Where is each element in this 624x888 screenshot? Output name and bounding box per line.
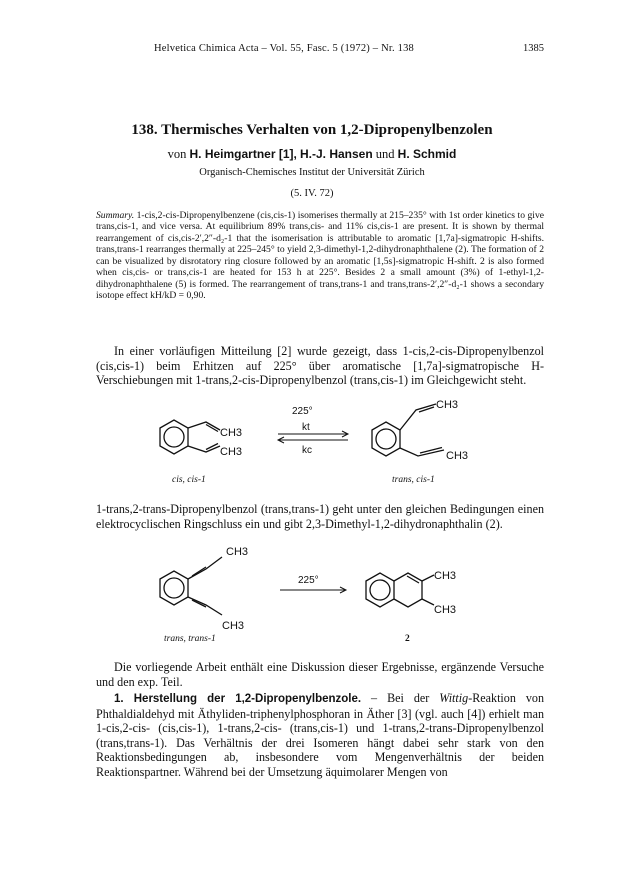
summary-text: 1-cis,2-cis-Dipropenylbenzene (cis,cis-1) isomerises thermally at 215–235° with 1st order kinetics to give trans,cis-1, and vice versa. At equilibrium 89% trans,cis- and 11% cis,cis-1 are present. It is shown by thermal rearrangement of cis,cis-2′,2″-d₂-1 that the isomerisation is attributable to aromatic [1,7a]-sigmatropic H-shifts. trans,trans-1 rearranges thermally at 225–245° to yield 2,3-dimethyl-1,2-dihydronaphthalene (2). The formation of 2 can be visualized by disrotatory ring closure followed by an aromatic [1,5s]-sigmatropic H-shift. 2 is also formed when cis,cis- or trans,cis-1 are heated for 153 h at 225°. Besides 2 a small amount (3%) of 1-ethyl-1,2-dihydronaphthalene (5) is formed. The rearrangement of trans,trans-1 and trans,trans-2′,2″-d₂-1 shows a secondary isotope effect kH/kD = 0,90. [96, 210, 545, 302]
benzene-ring-left [160, 420, 188, 454]
article-title: 138. Thermisches Verhalten von 1,2-Dipropenylbenzolen [131, 122, 493, 138]
propenyl-chains-trans-trans [188, 557, 222, 615]
paragraph-4-text: -Reaktion von Phthaldialdehyd mit Äthyliden-triphenylphosphoran in Äther [3] (vgl. auch [4]) erhielt man 1-cis,2-cis- (cis,cis-1), 1-trans,2-cis- (trans,cis-1) und 1-trans,2-trans-Dipropenylbenzol (trans,trans-1). Das Verhältnis der drei Isomeren hängt dabei sehr stark von den Reaktionsbedingungen ab, insbesondere vom Mengenverhältnis der beiden Reaktionspartner. Während bei der Umsetzung äquimolarer Mengen von [96, 691, 544, 779]
caption-trans-cis: trans, cis-1 [392, 475, 435, 485]
paragraph-4 [96, 691, 544, 780]
benzene-ring-left [160, 571, 188, 605]
caption-trans-trans: trans, trans-1 [164, 634, 216, 644]
ch3-label: CH3 [434, 570, 457, 582]
propenyl-chains-right [400, 404, 444, 456]
ch3-label: CH3 [434, 604, 457, 616]
dihydronaphthalene [366, 573, 434, 607]
reaction-scheme-2 [140, 545, 500, 650]
equilibrium-arrows [278, 431, 348, 443]
institute: Organisch-Chemisches Institut der Universität Zürich [199, 167, 425, 178]
paragraph-1: In einer vorläufigen Mitteilung [2] wurde gezeigt, dass 1-cis,2-cis-Dipropenylbenzol (cis,cis-1) beim Erhitzen auf 225° über aromatische [1,7a]-sigmatropische H-Verschiebungen mit 1-trans,2-cis-Dipropenylbenzol (trans,cis-1) im Gleichgewicht steht. [96, 344, 544, 388]
caption-cis-cis: cis, cis-1 [172, 475, 206, 485]
ch3-label: CH3 [220, 427, 243, 439]
ch3-label: CH3 [226, 546, 249, 558]
received-date: (5. IV. 72) [290, 188, 334, 199]
reaction-arrow [280, 587, 346, 593]
kc-label: kc [302, 445, 312, 456]
propenyl-chains-left [188, 422, 220, 452]
paragraph-4-dash: – Bei der [361, 691, 440, 705]
summary-label: Summary. [96, 210, 135, 221]
ch3-label: CH3 [436, 400, 459, 411]
wittig-term: Wittig [439, 691, 469, 705]
caption-compound-2: 2 [405, 634, 410, 644]
paragraph-2: 1-trans,2-trans-Dipropenylbenzol (trans,trans-1) geht unter den gleichen Bedingungen einen elektrocyclischen Ringschluss ein und gibt 2,3-Dimethyl-1,2-dihydronaphthalin (2). [96, 502, 544, 531]
authors-prefix: von [167, 147, 187, 161]
ch3-label: CH3 [220, 446, 243, 458]
paragraph-3: Die vorliegende Arbeit enthält eine Diskussion dieser Ergebnisse, ergänzende Versuche und den exp. Teil. [96, 660, 544, 689]
authors-und: und [375, 147, 395, 161]
temperature-label: 225° [292, 406, 313, 417]
author-hansen: H.-J. Hansen [299, 147, 373, 161]
section-heading: 1. Herstellung der 1,2-Dipropenylbenzole. [114, 693, 362, 705]
ch3-label: CH3 [446, 450, 469, 462]
author-line [0, 147, 624, 162]
reaction-scheme-1 [140, 400, 500, 495]
benzene-ring-right [372, 422, 400, 456]
temperature-label: 225° [298, 575, 319, 586]
ch3-label: CH3 [222, 620, 245, 632]
author-heimgartner: H. Heimgartner [1], [189, 147, 297, 161]
running-title: Helvetica Chimica Acta – Vol. 55, Fasc. 5 (1972) – Nr. 138 [154, 43, 414, 54]
page-number: 1385 [523, 43, 544, 54]
kt-label: kt [302, 422, 310, 433]
author-schmid: H. Schmid [397, 147, 457, 161]
summary [96, 210, 544, 302]
